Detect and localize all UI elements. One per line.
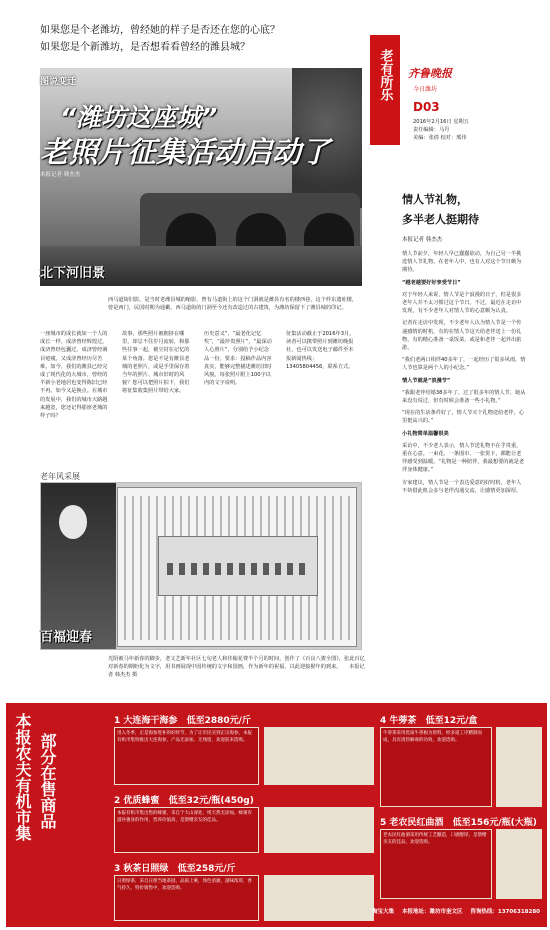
ad-item-title xyxy=(114,713,251,726)
page-meta xyxy=(413,118,523,143)
paragraph: 采访中，不少老人表示，情人节送礼物不在乎贵重，重在心意。一束花、一条围巾、一张贺卡，都能让老伴感受到温暖。“礼物是一种陪伴，我最想要的就是老伴身体健康。” xyxy=(402,442,525,474)
paragraph: 情人节前夕，年轻人早已蠢蠢欲动，为自己另一半挑选情人节礼物。在老年人中，也有人对这个节日颇为期待。 xyxy=(402,251,522,274)
caption-text: 光阴被马年新春的脚步，老文艺新年社区七旬老人和佳翰花费半个月的时间，创作了《百良八骏全图》，张此百亿对新春的期盼化为文字，用书画展现中国传统的文字和国画，作为新年的祝福，以此迎接猴年的到来。 xyxy=(108,656,365,671)
ad-item-name: 优质蜂蜜 xyxy=(123,796,160,806)
page-number: D03 xyxy=(413,100,440,114)
ad-item-title xyxy=(114,861,236,874)
ad-item-number: 4 xyxy=(380,716,387,726)
right-byline: 本报记者 韩杰杰 xyxy=(402,237,443,243)
intro-text xyxy=(40,22,370,56)
market-ad xyxy=(6,703,547,927)
photo-caption-2 xyxy=(108,655,368,680)
masthead: 齐鲁晚报 xyxy=(408,67,452,80)
sea-cucumber-image xyxy=(264,727,374,785)
ad-item-body: 日照绿茶，采自日照当地茶园，品质上乘，汤色清澈，滋味浓厚，香气持久，特价销售中，欢迎选购。 xyxy=(114,875,259,921)
paragraph: “我跟老伴结婚38多年了，过了很多年的情人节，她从来没有说过，但有时候会准备一些小礼物。” xyxy=(402,389,526,405)
ad-footer-address: 本报地址：潍坊市奎文区 xyxy=(401,909,463,915)
subheading: “越老越要好好享受节日” xyxy=(402,279,461,286)
section-sidebar xyxy=(370,35,400,145)
design-line: 美编：张倩 校对：邢伟 xyxy=(413,135,467,142)
ad-item-number: 5 xyxy=(380,818,387,828)
photo-label: 北下河旧景 xyxy=(40,266,106,281)
right-headline-line-1: 情人节礼物， xyxy=(402,193,468,206)
paragraph: “现在的生活条件好了，情人节买个礼物送给老伴，心里挺高兴的。” xyxy=(402,410,525,425)
story-title-line-2: 老照片征集活动启动了 xyxy=(40,135,331,169)
paragraph: 专家建议，情人节是一个表达爱意的好时机，老年人不妨借此机会多与老伴沟通交流，让感情更加深厚。 xyxy=(402,479,522,494)
ad-item-price: 低至2880元/斤 xyxy=(186,716,251,726)
ad-item-price: 低至156元/瓶(大瓶) xyxy=(452,818,537,828)
ad-item-number: 1 xyxy=(114,716,121,726)
intro-line-1: 如果您是个老潍坊，曾经她的样子是否还在您的心底？ xyxy=(40,25,280,36)
ad-footer-hotline: 咨询热线：13706318280 xyxy=(470,909,540,915)
ad-item-title xyxy=(380,815,537,828)
elder-calligraphy-photo xyxy=(40,482,362,650)
ad-item-name: 大连海干海参 xyxy=(123,716,178,726)
date-line: 2016年2月16日 星期五 xyxy=(413,119,469,125)
story-column-3: 历史意义”，“最老化记忆奖”，“最珍贵照片”，“最深动人心照片”，分别给予小纪念品一份。要求：投稿作品内容真实，能够完整描述潍坊旧时风貌，每张照片附上100字以内的文字说明。 xyxy=(204,331,272,387)
page-section: 今日潍坊 xyxy=(413,86,438,93)
ad-item-name: 牛蒡茶 xyxy=(389,716,417,726)
photo-label-2: 百福迎春 xyxy=(40,630,93,645)
horse-painting xyxy=(158,536,318,596)
ad-item-title xyxy=(380,713,477,726)
horses-shape xyxy=(167,563,307,575)
editor-line: 责任编辑：马丹 xyxy=(413,127,450,134)
ad-item-body: 牛蒡茶采用优质牛蒡根为原料，经多道工序精制而成，具有清热解毒的功效，欢迎选购。 xyxy=(380,727,492,807)
calligraphy-scroll xyxy=(117,487,357,647)
honey-image xyxy=(264,807,374,853)
ad-item-number: 3 xyxy=(114,864,121,874)
elder-face xyxy=(59,505,87,539)
paragraph: 记者在走访中发现，不少老年人认为情人节是一个传递感情的时机，有的在情人节这天给老伴送上一份礼物，有的精心准备一桌饭菜，或是和老伴一起外出旅游。 xyxy=(402,320,522,352)
ad-item-number: 2 xyxy=(114,796,121,806)
wine-image xyxy=(496,829,542,899)
ad-item-price: 低至258元/斤 xyxy=(177,864,236,874)
story-kicker: 图说变迁 xyxy=(40,77,77,87)
sidebar-text: 老有所乐 xyxy=(377,49,393,101)
ad-title-a-text: 本报农夫有机市集 xyxy=(13,713,32,841)
story-column-4: 征集活动截止于2016年3月。读者可以携带照片到潍坊晚报社，也可以发送电子邮件至本报新闻热线：13405804456，联系方式。 xyxy=(286,331,355,370)
ad-item-price: 低至32元/瓶(450g) xyxy=(168,796,254,806)
ad-title-b xyxy=(37,733,57,834)
sidebar-title xyxy=(370,35,400,101)
section-title: 老年风采展 xyxy=(40,472,80,481)
right-headline xyxy=(402,190,479,230)
caption-credit: 本报记者 韩杰杰 摄 xyxy=(108,664,365,679)
ad-item-name: 老农民红曲酒 xyxy=(389,818,444,828)
right-body xyxy=(402,250,526,499)
right-headline-line-2: 多半老人挺期待 xyxy=(402,213,479,226)
ad-item-price: 低至12元/盒 xyxy=(425,716,478,726)
ad-title-a xyxy=(12,713,32,846)
ad-item-body: 本报有机市集出售的蜂蜜，采自于大山深处，纯天然无添加。蜂蜜有滋补强身的作用，营养价值高，是馈赠亲友的佳品。 xyxy=(114,807,259,853)
ad-item-title xyxy=(114,793,254,806)
intro-line-2: 如果您是个新潍坊，是否想看看曾经的潍县城？ xyxy=(40,42,250,53)
ad-item-name: 秋茶日照绿 xyxy=(123,864,169,874)
ad-footer-market: 淘宝大集 xyxy=(372,909,395,915)
ad-item-body: 进入冬季，正是海参进补的好时节，为了让市民买到正宗海参，本报有机市集特推出大连海参，产品无添加、无残留，欢迎前来选购。 xyxy=(114,727,259,785)
photo-caption: 西马道街旧影，是当时老潍县城的缩影，曾有马道街上的这个门洞就是潍县有名的楼西巷。这个样东遗址楼，曾是西门，民国时期为通衢。西马道街的门洞至今还有改造过的古建筑，为潍坊保留下了潍县城的印记。 xyxy=(108,297,358,312)
paragraph: 对于年轻人来说，情人节是个浪漫的日子，但是很多老年人并不太习惯过这个节日。不过，最近在走访中发现，有不少老年人对情人节的心意颇为认真。 xyxy=(402,291,522,315)
ad-item-body: 老农民红曲酒采用传统工艺酿造，口感醇厚，是馈赠亲友的佳品，欢迎选购。 xyxy=(380,829,492,899)
story-byline: 本报记者 韩杰杰 xyxy=(40,172,81,178)
ad-title-b-text: 部分在售商品 xyxy=(38,733,57,829)
green-tea-image xyxy=(264,875,374,921)
story-column-2: 故事，那些照片被拥挤在哪里，却总不住岁月流转，和那些往事一起，被尘封在记忆的某个角落。您是不是有潍县老城的老照片，或是手里保存着当年的照片、城市旧时的风貌？您可以把照片拍下，我们将征集收集照片带给大家。 xyxy=(122,331,190,395)
subheading: 小礼物简单温馨很美 xyxy=(402,430,449,437)
story-title-line-1: “潍坊这座城” xyxy=(60,103,218,132)
story-column-1: 一座城市的成长就如一个人的成长一样，成济曾经辉煌过，成济曾经包囊过，成济曾经满目疮痍。又成济曾经历尽苦难。如今，我们的潍县已经完成了现代化的大城市，曾经的半新小老地居也变得陈旧已经不再。如今又是换点。在城市的发展中，我们的城市大路越来越宽，您还记得那座老城的样子吗？ xyxy=(40,331,108,420)
burdock-tea-image xyxy=(496,727,542,807)
subheading: 情人节就是“浪漫节” xyxy=(402,377,451,384)
ad-footer xyxy=(372,907,540,915)
paragraph: “我们老两口相伴40多年了，一起经历了很多风雨，情人节也算是两个人的小纪念。” xyxy=(402,357,526,372)
